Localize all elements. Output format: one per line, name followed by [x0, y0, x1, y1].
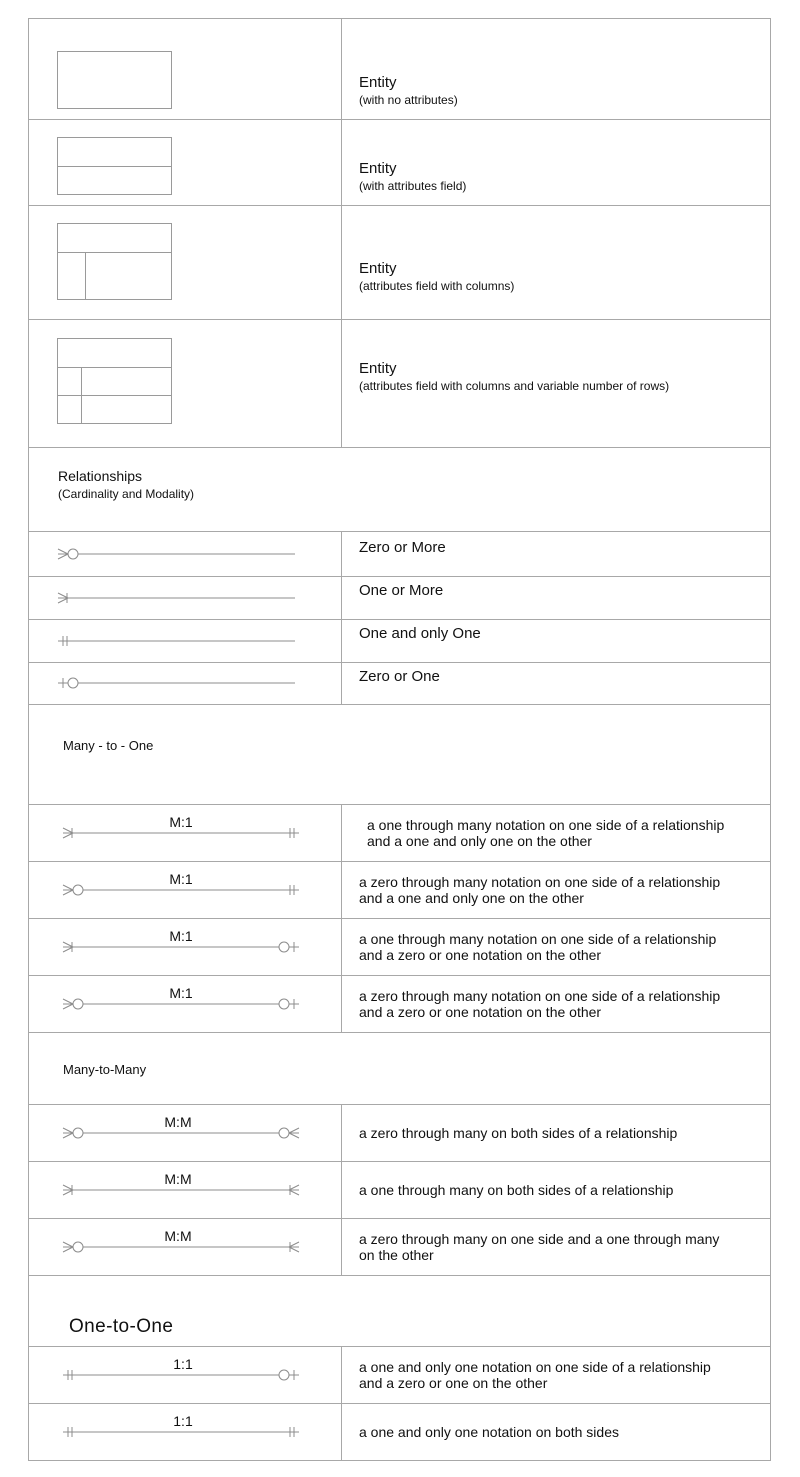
- entity-description: [359, 74, 746, 108]
- description-line-1: a zero through many on both sides of a relationship: [359, 1125, 678, 1141]
- pair-description: [359, 1231, 746, 1263]
- description-line-1: a one through many notation on one side of a relationship: [367, 817, 725, 833]
- legend-row-one-or-more: [29, 576, 770, 619]
- many-to-one-row: [29, 861, 770, 918]
- entity-row-columns-rows: [29, 319, 770, 447]
- ratio-label: M:1: [169, 814, 193, 830]
- er-notation-sheet: [28, 18, 771, 1461]
- many-to-many-heading-row: [29, 1032, 770, 1104]
- pair-symbol-cell: [29, 1105, 342, 1161]
- entity-row-divider: [58, 395, 171, 396]
- entity-box-columns: [57, 223, 172, 300]
- relationships-title: Relationships: [58, 468, 143, 484]
- many-to-one-heading-row: [29, 704, 770, 804]
- zero-circle-icon: [68, 549, 78, 559]
- relationship-line: [29, 1347, 342, 1404]
- legend-label: Zero or More: [359, 539, 446, 556]
- entity-description: [359, 260, 746, 294]
- ratio-label: M:M: [164, 1228, 192, 1244]
- legend-symbol-cell: [29, 577, 342, 619]
- pair-symbol-cell: [29, 862, 342, 918]
- many-to-many-row: [29, 1218, 770, 1275]
- legend-label: Zero or One: [359, 668, 440, 685]
- legend-label: One and only One: [359, 625, 481, 642]
- description-line-2: and a one and only one on the other: [367, 833, 592, 849]
- entity-box-attributes: [57, 137, 172, 195]
- description-line-2: and a zero or one on the other: [359, 1375, 548, 1391]
- pair-symbol-cell: [29, 1219, 342, 1275]
- pair-symbol-cell: [29, 1404, 342, 1460]
- many-to-many-row: [29, 1161, 770, 1218]
- description-line-1: a one and only one notation on one side of a relationship: [359, 1359, 711, 1375]
- entity-title: Entity: [359, 360, 397, 377]
- entity-cell: [29, 206, 342, 319]
- entity-cell: [29, 19, 342, 119]
- ratio-label: 1:1: [173, 1356, 193, 1372]
- crowfoot-prong: [63, 1247, 73, 1252]
- crowfoot-prong: [289, 1133, 299, 1138]
- entity-box-columns-rows: [57, 338, 172, 424]
- one-to-one-row: [29, 1403, 770, 1460]
- description-line-2: and a one and only one on the other: [359, 890, 584, 906]
- entity-subtitle: (with attributes field): [359, 179, 467, 193]
- entity-title: Entity: [359, 260, 397, 277]
- entity-divider: [58, 166, 171, 167]
- relationships-heading-row: [29, 447, 770, 531]
- legend-symbol-cell: [29, 620, 342, 662]
- ratio-label: M:1: [169, 985, 193, 1001]
- entity-subtitle: (with no attributes): [359, 93, 458, 107]
- zero-circle-icon: [73, 1242, 83, 1252]
- description-line-2: and a zero or one notation on the other: [359, 947, 602, 963]
- ratio-label: 1:1: [173, 1413, 193, 1429]
- legend-symbol-cell: [29, 532, 342, 576]
- pair-symbol-cell: [29, 805, 342, 861]
- relationships-subtitle: (Cardinality and Modality): [58, 487, 195, 501]
- many-to-one-row: [29, 918, 770, 975]
- pair-symbol-cell: [29, 1162, 342, 1218]
- zero-circle-icon: [73, 999, 83, 1009]
- pair-symbol-cell: [29, 1347, 342, 1403]
- pair-description: [367, 817, 746, 849]
- zero-circle-icon: [279, 999, 289, 1009]
- entity-column-divider: [85, 252, 86, 299]
- ratio-label: M:M: [164, 1114, 192, 1130]
- pair-symbol-cell: [29, 976, 342, 1032]
- crowfoot-prong: [58, 549, 68, 554]
- entity-title: Entity: [359, 160, 397, 177]
- entity-row-attributes: [29, 119, 770, 205]
- entity-description: [359, 360, 746, 394]
- relationship-line: [29, 805, 342, 862]
- one-to-one-row: [29, 1346, 770, 1403]
- one-to-one-title: One-to-One: [69, 1316, 174, 1337]
- entity-box-plain: [57, 51, 172, 109]
- entity-cell: [29, 120, 342, 205]
- relationship-line: [29, 1162, 342, 1219]
- zero-circle-icon: [73, 885, 83, 895]
- entity-divider: [58, 367, 171, 368]
- many-to-many-title: Many-to-Many: [63, 1062, 147, 1077]
- legend-label: One or More: [359, 582, 444, 599]
- ratio-label: M:M: [164, 1171, 192, 1187]
- zero-circle-icon: [279, 942, 289, 952]
- description-line-1: a one through many notation on one side of a relationship: [359, 931, 717, 947]
- description-line-2: on the other: [359, 1247, 434, 1263]
- pair-description: [359, 1359, 746, 1391]
- pair-description: [359, 1424, 746, 1440]
- one-or-more-symbol: [29, 577, 342, 620]
- zero-or-one-symbol: [29, 663, 342, 705]
- relationship-line: [29, 862, 342, 919]
- relationship-line: [29, 1105, 342, 1162]
- zero-circle-icon: [279, 1370, 289, 1380]
- description-line-2: and a zero or one notation on the other: [359, 1004, 602, 1020]
- pair-description: [359, 931, 746, 963]
- relationship-line: [29, 976, 342, 1033]
- relationship-line: [29, 1219, 342, 1276]
- pair-description: [359, 988, 746, 1020]
- many-to-one-row: [29, 975, 770, 1032]
- zero-circle-icon: [68, 678, 78, 688]
- legend-symbol-cell: [29, 663, 342, 704]
- relationship-line: [29, 919, 342, 976]
- crowfoot-prong: [63, 1128, 73, 1133]
- entity-row-plain: [29, 19, 770, 119]
- crowfoot-prong: [63, 885, 73, 890]
- crowfoot-prong: [63, 890, 73, 895]
- entity-divider: [58, 252, 171, 253]
- crowfoot-prong: [58, 554, 68, 559]
- pair-description: [359, 1182, 746, 1198]
- entity-description: [359, 160, 746, 194]
- description-line-1: a zero through many notation on one side of a relationship: [359, 874, 721, 890]
- crowfoot-prong: [63, 999, 73, 1004]
- one-and-only-one-symbol: [29, 620, 342, 663]
- legend-row-zero-or-one: [29, 662, 770, 704]
- entity-title: Entity: [359, 74, 397, 91]
- legend-row-zero-or-more: [29, 531, 770, 576]
- description-line-1: a one through many on both sides of a relationship: [359, 1182, 674, 1198]
- zero-circle-icon: [73, 1128, 83, 1138]
- relationship-line: [29, 1404, 342, 1461]
- pair-description: [359, 874, 746, 906]
- one-to-one-heading-row: [29, 1275, 770, 1346]
- entity-subtitle: (attributes field with columns): [359, 279, 515, 293]
- many-to-one-row: [29, 804, 770, 861]
- zero-or-more-symbol: [29, 532, 342, 577]
- zero-circle-icon: [279, 1128, 289, 1138]
- legend-row-one-and-only-one: [29, 619, 770, 662]
- description-line-1: a zero through many notation on one side of a relationship: [359, 988, 721, 1004]
- pair-symbol-cell: [29, 919, 342, 975]
- entity-column-divider: [81, 367, 82, 423]
- crowfoot-prong: [63, 1242, 73, 1247]
- pair-description: [359, 1125, 746, 1141]
- entity-cell: [29, 320, 342, 447]
- description-line-1: a one and only one notation on both sides: [359, 1424, 619, 1440]
- description-line-1: a zero through many on one side and a one through many: [359, 1231, 720, 1247]
- ratio-label: M:1: [169, 928, 193, 944]
- crowfoot-prong: [63, 1004, 73, 1009]
- crowfoot-prong: [289, 1128, 299, 1133]
- ratio-label: M:1: [169, 871, 193, 887]
- entity-subtitle: (attributes field with columns and variable number of rows): [359, 379, 670, 393]
- many-to-one-title: Many - to - One: [63, 738, 154, 753]
- crowfoot-prong: [63, 1133, 73, 1138]
- entity-row-columns: [29, 205, 770, 319]
- many-to-many-row: [29, 1104, 770, 1161]
